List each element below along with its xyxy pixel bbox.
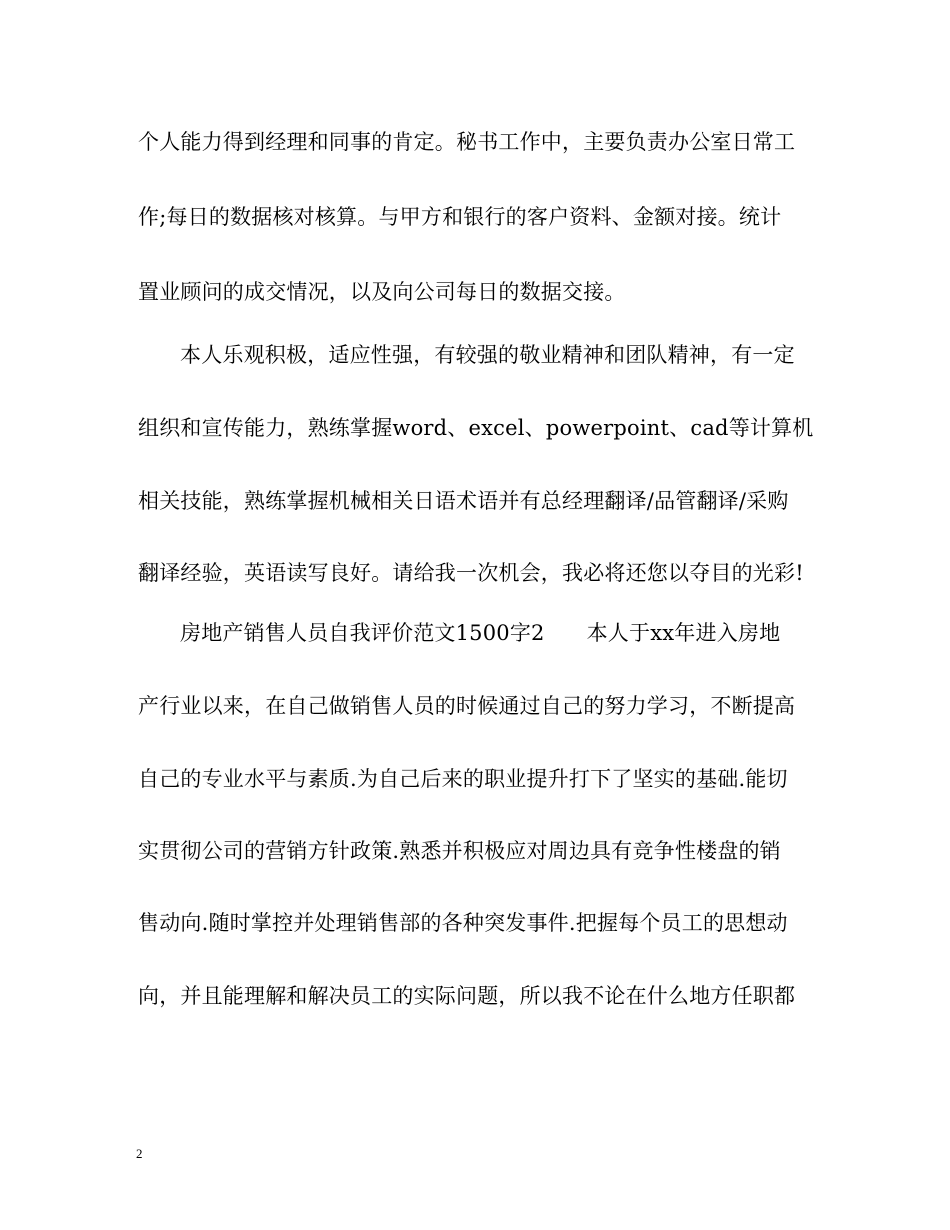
paragraph-line: 售动向.随时掌控并处理销售部的各种突发事件.把握每个员工的思想动 bbox=[138, 911, 788, 935]
paragraph-start: 本人于xx年进入房地 bbox=[586, 621, 781, 645]
paragraph-line: 实贯彻公司的营销方针政策.熟悉并积极应对周边具有竞争性楼盘的销 bbox=[138, 839, 781, 863]
paragraph-line: 个人能力得到经理和同事的肯定。秘书工作中，主要负责办公室日常工 bbox=[138, 130, 796, 154]
paragraph-line: 相关技能，熟练掌握机械相关日语术语并有总经理翻译/品管翻译/采购 bbox=[138, 489, 789, 513]
paragraph-line: 置业顾问的成交情况，以及向公司每日的数据交接。 bbox=[138, 280, 626, 304]
paragraph-line: 产行业以来，在自己做销售人员的时候通过自己的努力学习，不断提高 bbox=[138, 694, 796, 718]
section-heading: 房地产销售人员自我评价范文1500字2 bbox=[180, 621, 545, 645]
paragraph-line: 本人乐观积极，适应性强，有较强的敬业精神和团队精神，有一定 bbox=[180, 343, 795, 367]
paragraph-line: 组织和宣传能力，熟练掌握word、excel、powerpoint、cad等计算机 bbox=[138, 416, 814, 440]
paragraph-line: 向，并且能理解和解决员工的实际问题，所以我不论在什么地方任职都 bbox=[138, 984, 796, 1008]
section-heading-line bbox=[180, 618, 820, 648]
paragraph-line: 翻译经验，英语读写良好。请给我一次机会，我必将还您以夺目的光彩! bbox=[138, 561, 804, 585]
paragraph-line: 作;每日的数据核对核算。与甲方和银行的客户资料、金额对接。统计 bbox=[138, 205, 782, 229]
paragraph-line: 自己的专业水平与素质.为自己后来的职业提升打下了坚实的基础.能切 bbox=[138, 767, 788, 791]
page-number: 2 bbox=[136, 1146, 143, 1161]
